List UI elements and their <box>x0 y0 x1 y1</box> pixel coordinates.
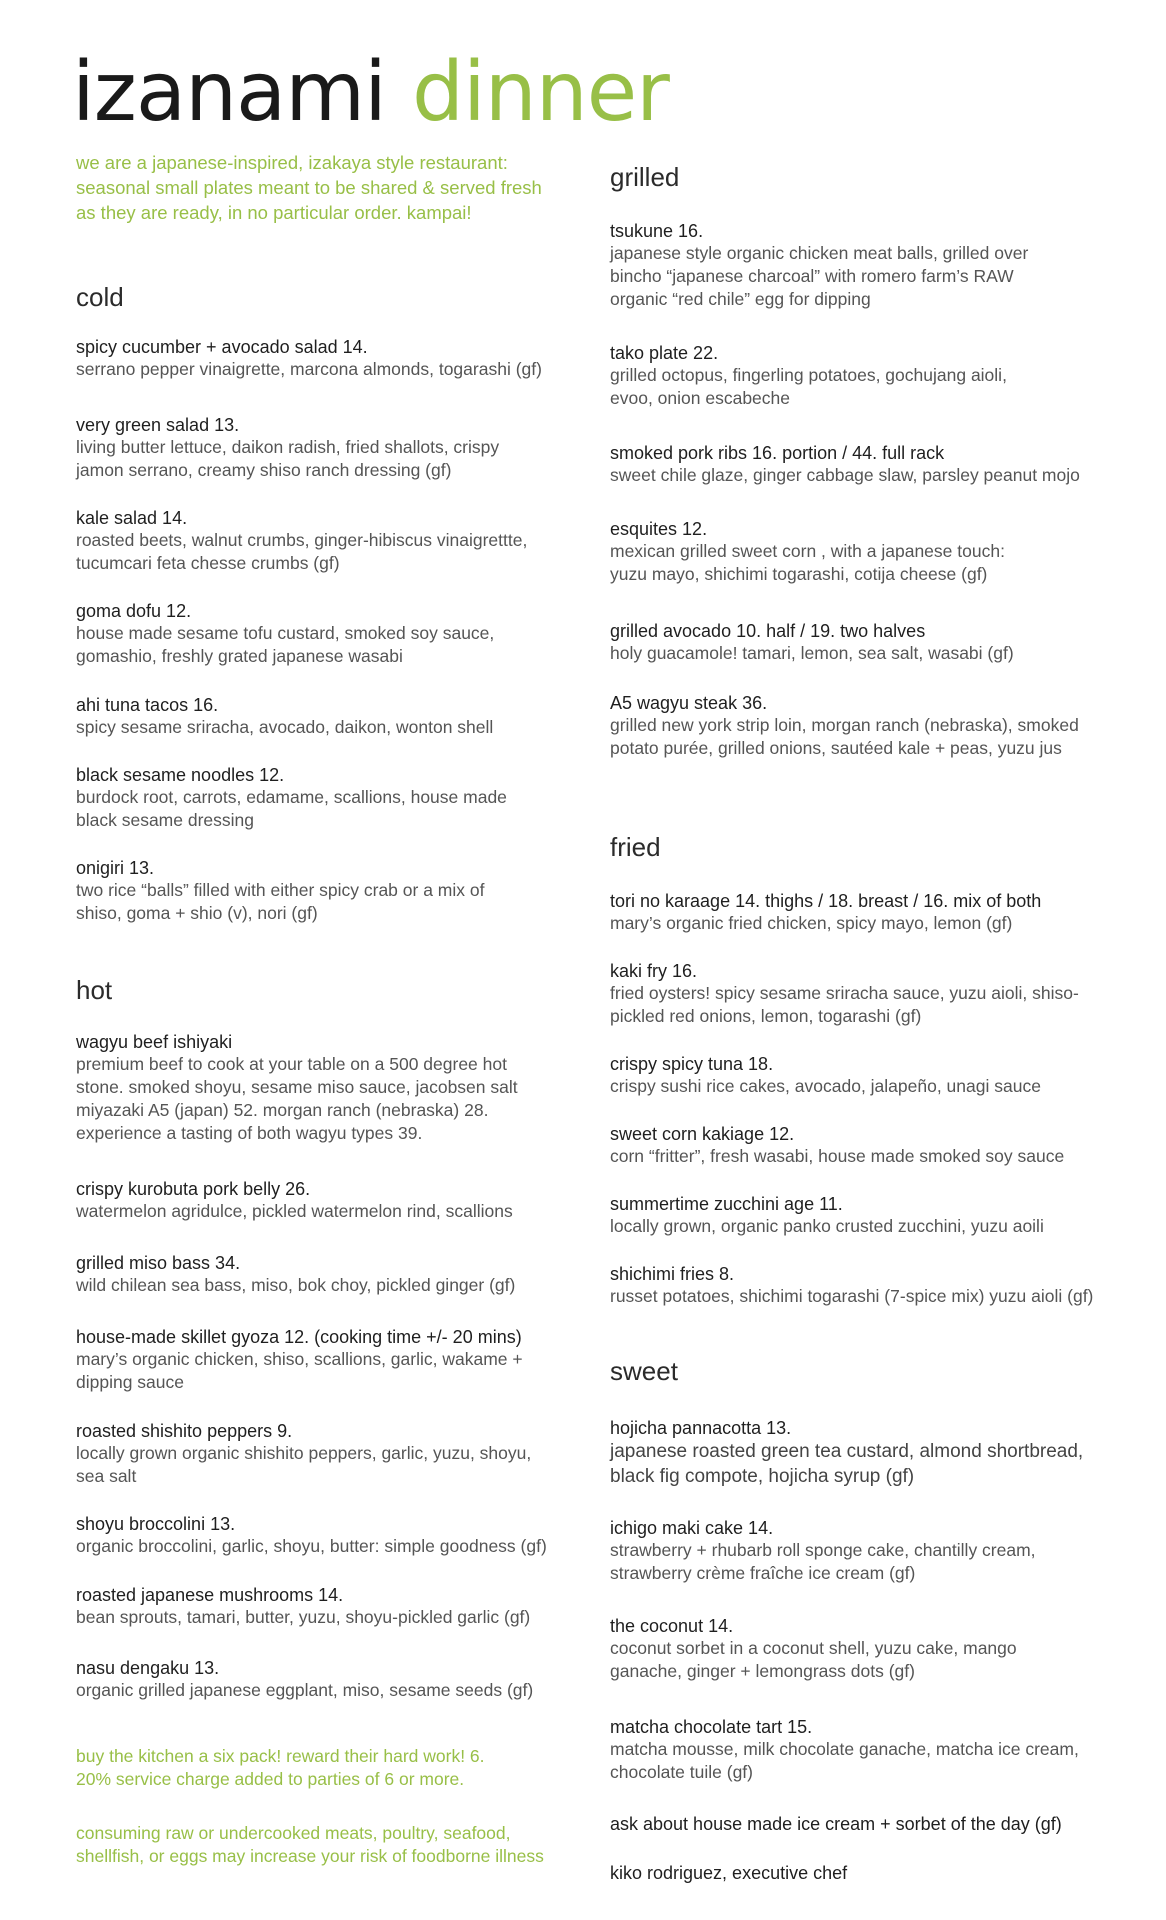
item-desc: black fig compote, hojicha syrup (gf) <box>610 1466 915 1487</box>
item-desc: strawberry crème fraîche ice cream (gf) <box>610 1563 916 1583</box>
section-heading-cold: cold <box>76 282 124 312</box>
menu-item <box>610 442 1130 487</box>
item-name: grilled avocado 10. half / 19. two halves <box>610 621 926 641</box>
item-desc: strawberry + rhubarb roll sponge cake, chantilly cream, <box>610 1540 1036 1560</box>
section-heading-sweet: sweet <box>610 1356 678 1386</box>
menu-item <box>76 1657 576 1702</box>
item-desc: grilled octopus, fingerling potatoes, gochujang aioli, <box>610 365 1007 385</box>
item-name: shoyu broccolini 13. <box>76 1514 236 1534</box>
menu-item <box>610 620 1130 665</box>
item-name: shichimi fries 8. <box>610 1264 735 1284</box>
item-desc: fried oysters! spicy sesame sriracha sauce, yuzu aioli, shiso- <box>610 983 1079 1003</box>
item-desc: mary’s organic chicken, shiso, scallions, garlic, wakame + <box>76 1349 523 1369</box>
six-pack-note <box>76 1745 485 1791</box>
right-column <box>610 0 1130 1920</box>
item-desc: black sesame dressing <box>76 810 254 830</box>
item-desc: experience a tasting of both wagyu types 39. <box>76 1123 423 1143</box>
item-desc: potato purée, grilled onions, sautéed kale + peas, yuzu jus <box>610 738 1062 758</box>
item-name: ichigo maki cake 14. <box>610 1518 774 1538</box>
menu-item <box>610 342 1130 410</box>
item-desc: russet potatoes, shichimi togarashi (7-spice mix) yuzu aioli (gf) <box>610 1286 1094 1306</box>
menu-item <box>610 890 1130 935</box>
item-desc: two rice “balls” filled with either spicy crab or a mix of <box>76 880 485 900</box>
item-desc: locally grown, organic panko crusted zucchini, yuzu aoili <box>610 1216 1044 1236</box>
menu-item <box>610 1123 1130 1168</box>
intro-line: we are a japanese-inspired, izakaya style restaurant: <box>76 152 508 173</box>
menu-item <box>610 960 1130 1028</box>
item-name: hojicha pannacotta 13. <box>610 1418 792 1438</box>
note-line: 20% service charge added to parties of 6 or more. <box>76 1769 465 1789</box>
item-desc: holy guacamole! tamari, lemon, sea salt, wasabi (gf) <box>610 643 1014 663</box>
item-name: goma dofu 12. <box>76 601 192 621</box>
item-desc: matcha mousse, milk chocolate ganache, matcha ice cream, <box>610 1739 1079 1759</box>
foodborne-warning <box>76 1822 544 1868</box>
item-desc: serrano pepper vinaigrette, marcona almonds, togarashi (gf) <box>76 359 542 379</box>
item-name: nasu dengaku 13. <box>76 1658 220 1678</box>
menu-item <box>76 1031 576 1145</box>
item-name: wagyu beef ishiyaki <box>76 1032 233 1052</box>
item-desc: dipping sauce <box>76 1372 184 1392</box>
item-desc: yuzu mayo, shichimi togarashi, cotija cheese (gf) <box>610 564 988 584</box>
note-line: buy the kitchen a six pack! reward their hard work! 6. <box>76 1746 485 1766</box>
intro-line: as they are ready, in no particular order. kampai! <box>76 202 472 223</box>
item-name: roasted japanese mushrooms 14. <box>76 1585 344 1605</box>
menu-item <box>610 1417 1130 1489</box>
item-desc: ganache, ginger + lemongrass dots (gf) <box>610 1661 915 1681</box>
item-name: summertime zucchini age 11. <box>610 1194 843 1214</box>
item-name: matcha chocolate tart 15. <box>610 1717 813 1737</box>
meal-name: dinner <box>411 45 669 140</box>
section-heading-hot: hot <box>76 975 113 1005</box>
menu-item <box>610 692 1130 760</box>
left-column <box>76 0 576 1920</box>
item-desc: bincho “japanese charcoal” with romero farm’s RAW <box>610 266 1014 286</box>
section-heading-grilled: grilled <box>610 162 680 192</box>
menu-item <box>610 220 1130 311</box>
item-desc: coconut sorbet in a coconut shell, yuzu cake, mango <box>610 1638 1017 1658</box>
item-desc: wild chilean sea bass, miso, bok choy, pickled ginger (gf) <box>76 1275 516 1295</box>
item-name: very green salad 13. <box>76 415 240 435</box>
menu-item <box>610 518 1130 586</box>
menu-item <box>610 1053 1130 1098</box>
item-name: ahi tuna tacos 16. <box>76 695 219 715</box>
section-heading-fried: fried <box>610 832 661 862</box>
item-name: black sesame noodles 12. <box>76 765 285 785</box>
item-desc: bean sprouts, tamari, butter, yuzu, shoyu-pickled garlic (gf) <box>76 1607 531 1627</box>
menu-item <box>76 1178 576 1223</box>
item-desc: stone. smoked shoyu, sesame miso sauce, jacobsen salt <box>76 1077 518 1097</box>
note-line: shellfish, or eggs may increase your risk of foodborne illness <box>76 1846 544 1866</box>
menu-item <box>76 1584 576 1629</box>
item-desc: miyazaki A5 (japan) 52. morgan ranch (nebraska) 28. <box>76 1100 489 1120</box>
item-name: tori no karaage 14. thighs / 18. breast / 16. mix of both <box>610 891 1042 911</box>
restaurant-name: izanami <box>72 45 386 140</box>
menu-item <box>610 1263 1130 1308</box>
menu-item <box>76 857 576 925</box>
note-line: consuming raw or undercooked meats, poultry, seafood, <box>76 1823 511 1843</box>
item-name: esquites 12. <box>610 519 708 539</box>
item-desc: mary’s organic fried chicken, spicy mayo, lemon (gf) <box>610 913 1013 933</box>
item-desc: organic “red chile” egg for dipping <box>610 289 871 309</box>
item-desc: chocolate tuile (gf) <box>610 1762 753 1782</box>
menu-item <box>76 1252 576 1297</box>
item-desc: locally grown organic shishito peppers, garlic, yuzu, shoyu, <box>76 1443 532 1463</box>
item-name: crispy kurobuta pork belly 26. <box>76 1179 311 1199</box>
item-desc: crispy sushi rice cakes, avocado, jalapeño, unagi sauce <box>610 1076 1041 1096</box>
item-name: kale salad 14. <box>76 508 188 528</box>
item-desc: mexican grilled sweet corn , with a japanese touch: <box>610 541 1005 561</box>
item-name: grilled miso bass 34. <box>76 1253 241 1273</box>
item-desc: pickled red onions, lemon, togarashi (gf) <box>610 1006 922 1026</box>
item-desc: sweet chile glaze, ginger cabbage slaw, parsley peanut mojo <box>610 465 1080 485</box>
menu-item <box>76 1513 576 1558</box>
item-desc: jamon serrano, creamy shiso ranch dressing (gf) <box>76 460 452 480</box>
item-desc: tucumcari feta chesse crumbs (gf) <box>76 553 340 573</box>
item-desc: corn “fritter”, fresh wasabi, house made smoked soy sauce <box>610 1146 1065 1166</box>
item-name: onigiri 13. <box>76 858 155 878</box>
item-desc: spicy sesame sriracha, avocado, daikon, wonton shell <box>76 717 494 737</box>
item-desc: organic grilled japanese eggplant, miso, sesame seeds (gf) <box>76 1680 534 1700</box>
item-name: house-made skillet gyoza 12. (cooking time +/- 20 mins) <box>76 1327 522 1347</box>
item-name: tako plate 22. <box>610 343 719 363</box>
menu-item <box>76 336 576 381</box>
menu-item <box>76 764 576 832</box>
menu-item <box>76 507 576 575</box>
item-desc: japanese style organic chicken meat balls, grilled over <box>610 243 1029 263</box>
item-desc: japanese roasted green tea custard, almond shortbread, <box>610 1441 1084 1462</box>
ice-cream-note: ask about house made ice cream + sorbet of the day (gf) <box>610 1814 1062 1834</box>
menu-item <box>76 600 576 668</box>
item-desc: grilled new york strip loin, morgan ranch (nebraska), smoked <box>610 715 1079 735</box>
item-desc: house made sesame tofu custard, smoked soy sauce, <box>76 623 495 643</box>
item-desc: living butter lettuce, daikon radish, fried shallots, crispy <box>76 437 500 457</box>
item-name: sweet corn kakiage 12. <box>610 1124 795 1144</box>
item-name: roasted shishito peppers 9. <box>76 1421 293 1441</box>
item-desc: evoo, onion escabeche <box>610 388 790 408</box>
item-desc: gomashio, freshly grated japanese wasabi <box>76 646 403 666</box>
item-name: tsukune 16. <box>610 221 704 241</box>
item-desc: roasted beets, walnut crumbs, ginger-hibiscus vinaigrettte, <box>76 530 528 550</box>
menu-item <box>76 1326 576 1394</box>
menu-item <box>76 1420 576 1488</box>
executive-chef: kiko rodriguez, executive chef <box>610 1863 848 1883</box>
item-desc: sea salt <box>76 1466 137 1486</box>
menu-item <box>76 414 576 482</box>
menu-item <box>610 1716 1130 1784</box>
item-desc: premium beef to cook at your table on a 500 degree hot <box>76 1054 507 1074</box>
menu-item <box>610 1517 1130 1585</box>
item-name: spicy cucumber + avocado salad 14. <box>76 337 368 357</box>
item-name: the coconut 14. <box>610 1616 734 1636</box>
item-name: smoked pork ribs 16. portion / 44. full rack <box>610 443 945 463</box>
item-desc: organic broccolini, garlic, shoyu, butter: simple goodness (gf) <box>76 1536 547 1556</box>
item-name: A5 wagyu steak 36. <box>610 693 768 713</box>
item-name: kaki fry 16. <box>610 961 698 981</box>
item-name: crispy spicy tuna 18. <box>610 1054 774 1074</box>
menu-item <box>610 1193 1130 1238</box>
item-desc: watermelon agridulce, pickled watermelon rind, scallions <box>76 1201 513 1221</box>
menu-item <box>76 694 576 739</box>
item-desc: burdock root, carrots, edamame, scallions, house made <box>76 787 507 807</box>
menu-item <box>610 1615 1130 1683</box>
intro-line: seasonal small plates meant to be shared & served fresh <box>76 177 542 198</box>
item-desc: shiso, goma + shio (v), nori (gf) <box>76 903 318 923</box>
